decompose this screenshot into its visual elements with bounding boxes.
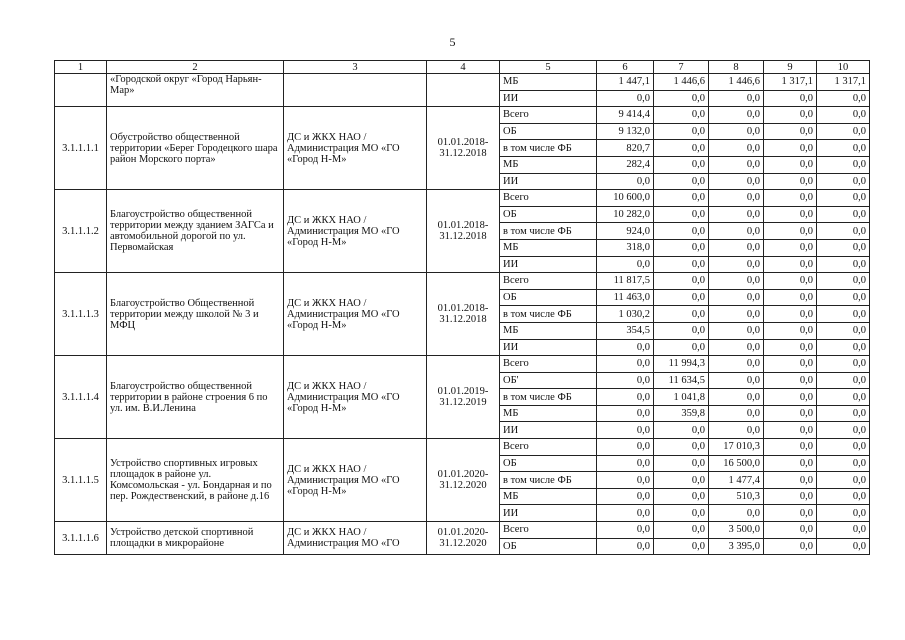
amount-cell: 0,0: [709, 190, 764, 207]
funding-source: Всего: [500, 356, 597, 373]
amount-cell: 0,0: [764, 206, 817, 223]
amount-cell: 0,0: [709, 372, 764, 389]
amount-cell: 0,0: [764, 306, 817, 323]
amount-cell: 10 600,0: [597, 190, 654, 207]
amount-cell: 0,0: [817, 239, 870, 256]
item-executor: ДС и ЖКХ НАО / Администрация МО «ГО «Город Н-М»: [284, 439, 427, 522]
amount-cell: 0,0: [817, 356, 870, 373]
amount-cell: 0,0: [764, 455, 817, 472]
amount-cell: 0,0: [817, 538, 870, 555]
item-executor: ДС и ЖКХ НАО / Администрация МО «ГО «Город Н-М»: [284, 273, 427, 356]
amount-cell: 0,0: [654, 223, 709, 240]
amount-cell: 510,3: [709, 488, 764, 505]
amount-cell: 0,0: [709, 273, 764, 290]
column-header: 5: [500, 61, 597, 74]
amount-cell: 0,0: [817, 389, 870, 406]
amount-cell: 0,0: [709, 405, 764, 422]
column-header: 4: [427, 61, 500, 74]
amount-cell: 0,0: [654, 455, 709, 472]
table-row: [55, 522, 870, 539]
amount-cell: 0,0: [654, 289, 709, 306]
amount-cell: 0,0: [817, 206, 870, 223]
amount-cell: 0,0: [817, 339, 870, 356]
amount-cell: 1 317,1: [764, 74, 817, 91]
amount-cell: 0,0: [709, 256, 764, 273]
amount-cell: 0,0: [654, 239, 709, 256]
amount-cell: 0,0: [654, 123, 709, 140]
funding-source: ОБ': [500, 372, 597, 389]
amount-cell: 0,0: [597, 173, 654, 190]
funding-source: ИИ: [500, 90, 597, 107]
amount-cell: 282,4: [597, 156, 654, 173]
amount-cell: 0,0: [817, 190, 870, 207]
amount-cell: 0,0: [597, 439, 654, 456]
item-code: [55, 74, 107, 107]
amount-cell: 0,0: [709, 505, 764, 522]
amount-cell: 0,0: [817, 289, 870, 306]
amount-cell: 0,0: [764, 190, 817, 207]
item-executor: [284, 74, 427, 107]
amount-cell: 0,0: [764, 156, 817, 173]
amount-cell: 17 010,3: [709, 439, 764, 456]
funding-source: Всего: [500, 439, 597, 456]
funding-source: ОБ: [500, 538, 597, 555]
amount-cell: 0,0: [817, 256, 870, 273]
funding-source: Всего: [500, 190, 597, 207]
funding-source: в том числе ФБ: [500, 306, 597, 323]
amount-cell: 0,0: [654, 156, 709, 173]
item-name: Благоустройство общественной территории между зданием ЗАГСа и автомобильной дорогой по ул. Первомайская: [107, 190, 284, 273]
column-header: 10: [817, 61, 870, 74]
amount-cell: 0,0: [654, 90, 709, 107]
funding-source: ИИ: [500, 173, 597, 190]
amount-cell: 0,0: [709, 206, 764, 223]
column-header: 6: [597, 61, 654, 74]
amount-cell: 354,5: [597, 322, 654, 339]
funding-source: МБ: [500, 156, 597, 173]
amount-cell: 1 317,1: [817, 74, 870, 91]
item-code: 3.1.1.1.5: [55, 439, 107, 522]
amount-cell: 0,0: [764, 289, 817, 306]
funding-source: ОБ: [500, 206, 597, 223]
amount-cell: 0,0: [654, 206, 709, 223]
item-period: 01.01.2019-31.12.2019: [427, 356, 500, 439]
amount-cell: 0,0: [764, 472, 817, 489]
amount-cell: 0,0: [654, 538, 709, 555]
amount-cell: 1 041,8: [654, 389, 709, 406]
funding-source: ОБ: [500, 455, 597, 472]
amount-cell: 0,0: [764, 123, 817, 140]
table-body: [55, 74, 870, 555]
amount-cell: 0,0: [764, 239, 817, 256]
table-row: [55, 356, 870, 373]
funding-source: Всего: [500, 522, 597, 539]
amount-cell: 1 477,4: [709, 472, 764, 489]
amount-cell: 0,0: [764, 107, 817, 124]
item-code: 3.1.1.1.2: [55, 190, 107, 273]
table-row: [55, 190, 870, 207]
amount-cell: 0,0: [817, 306, 870, 323]
amount-cell: 0,0: [817, 488, 870, 505]
amount-cell: 0,0: [597, 339, 654, 356]
table-row: [55, 439, 870, 456]
amount-cell: 0,0: [597, 488, 654, 505]
amount-cell: 3 395,0: [709, 538, 764, 555]
amount-cell: 0,0: [709, 339, 764, 356]
funding-source: в том числе ФБ: [500, 223, 597, 240]
amount-cell: 0,0: [654, 107, 709, 124]
amount-cell: 0,0: [597, 372, 654, 389]
amount-cell: 0,0: [817, 90, 870, 107]
item-name: Благоустройство общественной территории в районе строения 6 по ул. им. В.И.Ленина: [107, 356, 284, 439]
column-header: 8: [709, 61, 764, 74]
amount-cell: 9 132,0: [597, 123, 654, 140]
amount-cell: 0,0: [764, 389, 817, 406]
amount-cell: 0,0: [817, 405, 870, 422]
item-executor: ДС и ЖКХ НАО / Администрация МО «ГО «Город Н-М»: [284, 356, 427, 439]
item-name: Устройство детской спортивной площадки в микрорайоне: [107, 522, 284, 555]
funding-source: в том числе ФБ: [500, 140, 597, 157]
item-code: 3.1.1.1.4: [55, 356, 107, 439]
amount-cell: 0,0: [597, 422, 654, 439]
funding-source: ОБ: [500, 123, 597, 140]
amount-cell: 0,0: [654, 439, 709, 456]
amount-cell: 0,0: [709, 140, 764, 157]
amount-cell: 0,0: [709, 356, 764, 373]
amount-cell: 0,0: [764, 538, 817, 555]
amount-cell: 0,0: [597, 472, 654, 489]
amount-cell: 0,0: [764, 322, 817, 339]
funding-source: МБ: [500, 322, 597, 339]
amount-cell: 3 500,0: [709, 522, 764, 539]
amount-cell: 0,0: [709, 289, 764, 306]
amount-cell: 0,0: [709, 239, 764, 256]
column-number-row: [55, 61, 870, 74]
amount-cell: 0,0: [817, 422, 870, 439]
amount-cell: 0,0: [654, 339, 709, 356]
amount-cell: 0,0: [764, 405, 817, 422]
item-name: Благоустройство Общественной территории между школой № 3 и МФЦ: [107, 273, 284, 356]
amount-cell: 0,0: [764, 339, 817, 356]
amount-cell: 0,0: [709, 389, 764, 406]
amount-cell: 0,0: [764, 256, 817, 273]
amount-cell: 0,0: [764, 505, 817, 522]
amount-cell: 0,0: [817, 522, 870, 539]
amount-cell: 1 030,2: [597, 306, 654, 323]
amount-cell: 1 446,6: [654, 74, 709, 91]
amount-cell: 0,0: [817, 273, 870, 290]
amount-cell: 820,7: [597, 140, 654, 157]
item-code: 3.1.1.1.6: [55, 522, 107, 555]
amount-cell: 0,0: [817, 455, 870, 472]
amount-cell: 0,0: [764, 356, 817, 373]
item-period: 01.01.2018-31.12.2018: [427, 273, 500, 356]
item-name: Устройство спортивных игровых площадок в районе ул. Комсомольская - ул. Бондарная и по пер. Рождественский, в районе д.16: [107, 439, 284, 522]
funding-source: ИИ: [500, 339, 597, 356]
item-executor: ДС и ЖКХ НАО / Администрация МО «ГО «Город Н-М»: [284, 190, 427, 273]
funding-source: Всего: [500, 107, 597, 124]
amount-cell: 0,0: [764, 223, 817, 240]
amount-cell: 0,0: [709, 107, 764, 124]
amount-cell: 0,0: [654, 522, 709, 539]
amount-cell: 0,0: [597, 405, 654, 422]
item-period: [427, 74, 500, 107]
amount-cell: 0,0: [817, 223, 870, 240]
amount-cell: 0,0: [597, 256, 654, 273]
amount-cell: 359,8: [654, 405, 709, 422]
amount-cell: 0,0: [709, 156, 764, 173]
amount-cell: 16 500,0: [709, 455, 764, 472]
amount-cell: 0,0: [654, 140, 709, 157]
amount-cell: 0,0: [817, 140, 870, 157]
amount-cell: 0,0: [817, 173, 870, 190]
funding-source: МБ: [500, 239, 597, 256]
amount-cell: 0,0: [654, 505, 709, 522]
amount-cell: 1 447,1: [597, 74, 654, 91]
amount-cell: 0,0: [764, 372, 817, 389]
amount-cell: 0,0: [654, 190, 709, 207]
column-header: 3: [284, 61, 427, 74]
funding-source: МБ: [500, 405, 597, 422]
amount-cell: 0,0: [764, 439, 817, 456]
item-name: «Городской округ «Город Нарьян-Мар»: [107, 74, 284, 107]
amount-cell: 0,0: [817, 439, 870, 456]
funding-source: ОБ: [500, 289, 597, 306]
funding-source: ИИ: [500, 256, 597, 273]
amount-cell: 318,0: [597, 239, 654, 256]
table-row: [55, 107, 870, 124]
amount-cell: 0,0: [764, 90, 817, 107]
funding-table: [54, 60, 870, 555]
amount-cell: 0,0: [817, 372, 870, 389]
funding-source: МБ: [500, 488, 597, 505]
amount-cell: 0,0: [817, 123, 870, 140]
funding-source: в том числе ФБ: [500, 389, 597, 406]
funding-source: ИИ: [500, 422, 597, 439]
amount-cell: 11 634,5: [654, 372, 709, 389]
item-code: 3.1.1.1.3: [55, 273, 107, 356]
item-executor: ДС и ЖКХ НАО / Администрация МО «ГО: [284, 522, 427, 555]
amount-cell: 0,0: [764, 140, 817, 157]
funding-source: в том числе ФБ: [500, 472, 597, 489]
amount-cell: 9 414,4: [597, 107, 654, 124]
amount-cell: 0,0: [654, 306, 709, 323]
funding-source: Всего: [500, 273, 597, 290]
amount-cell: 11 463,0: [597, 289, 654, 306]
amount-cell: 0,0: [764, 522, 817, 539]
item-period: 01.01.2018-31.12.2018: [427, 107, 500, 190]
amount-cell: 0,0: [709, 123, 764, 140]
amount-cell: 0,0: [597, 538, 654, 555]
amount-cell: 10 282,0: [597, 206, 654, 223]
amount-cell: 0,0: [654, 488, 709, 505]
amount-cell: 0,0: [597, 389, 654, 406]
amount-cell: 0,0: [597, 455, 654, 472]
amount-cell: 0,0: [764, 173, 817, 190]
table-row: [55, 74, 870, 91]
amount-cell: 0,0: [817, 505, 870, 522]
page-number: 5: [449, 35, 456, 49]
amount-cell: 0,0: [654, 422, 709, 439]
funding-source: ИИ: [500, 505, 597, 522]
item-name: Обустройство общественной территории «Берег Городецкого шара район Морского порта»: [107, 107, 284, 190]
table-row: [55, 273, 870, 290]
item-period: 01.01.2020-31.12.2020: [427, 522, 500, 555]
item-period: 01.01.2018-31.12.2018: [427, 190, 500, 273]
amount-cell: 0,0: [654, 322, 709, 339]
funding-source: МБ: [500, 74, 597, 91]
amount-cell: 0,0: [709, 322, 764, 339]
amount-cell: 0,0: [817, 107, 870, 124]
item-executor: ДС и ЖКХ НАО / Администрация МО «ГО «Город Н-М»: [284, 107, 427, 190]
column-header: 1: [55, 61, 107, 74]
amount-cell: 0,0: [597, 356, 654, 373]
amount-cell: 0,0: [597, 522, 654, 539]
amount-cell: 0,0: [709, 422, 764, 439]
amount-cell: 0,0: [654, 256, 709, 273]
amount-cell: 0,0: [709, 90, 764, 107]
amount-cell: 0,0: [817, 156, 870, 173]
amount-cell: 11 994,3: [654, 356, 709, 373]
amount-cell: 0,0: [654, 273, 709, 290]
column-header: 7: [654, 61, 709, 74]
amount-cell: 924,0: [597, 223, 654, 240]
amount-cell: 0,0: [817, 472, 870, 489]
amount-cell: 0,0: [764, 488, 817, 505]
amount-cell: 0,0: [597, 90, 654, 107]
column-header: 9: [764, 61, 817, 74]
column-header: 2: [107, 61, 284, 74]
amount-cell: 0,0: [817, 322, 870, 339]
amount-cell: 0,0: [654, 173, 709, 190]
amount-cell: 11 817,5: [597, 273, 654, 290]
amount-cell: 0,0: [709, 173, 764, 190]
amount-cell: 0,0: [709, 306, 764, 323]
item-code: 3.1.1.1.1: [55, 107, 107, 190]
amount-cell: 0,0: [764, 273, 817, 290]
item-period: 01.01.2020-31.12.2020: [427, 439, 500, 522]
amount-cell: 0,0: [764, 422, 817, 439]
amount-cell: 0,0: [709, 223, 764, 240]
amount-cell: 0,0: [654, 472, 709, 489]
amount-cell: 0,0: [597, 505, 654, 522]
amount-cell: 1 446,6: [709, 74, 764, 91]
